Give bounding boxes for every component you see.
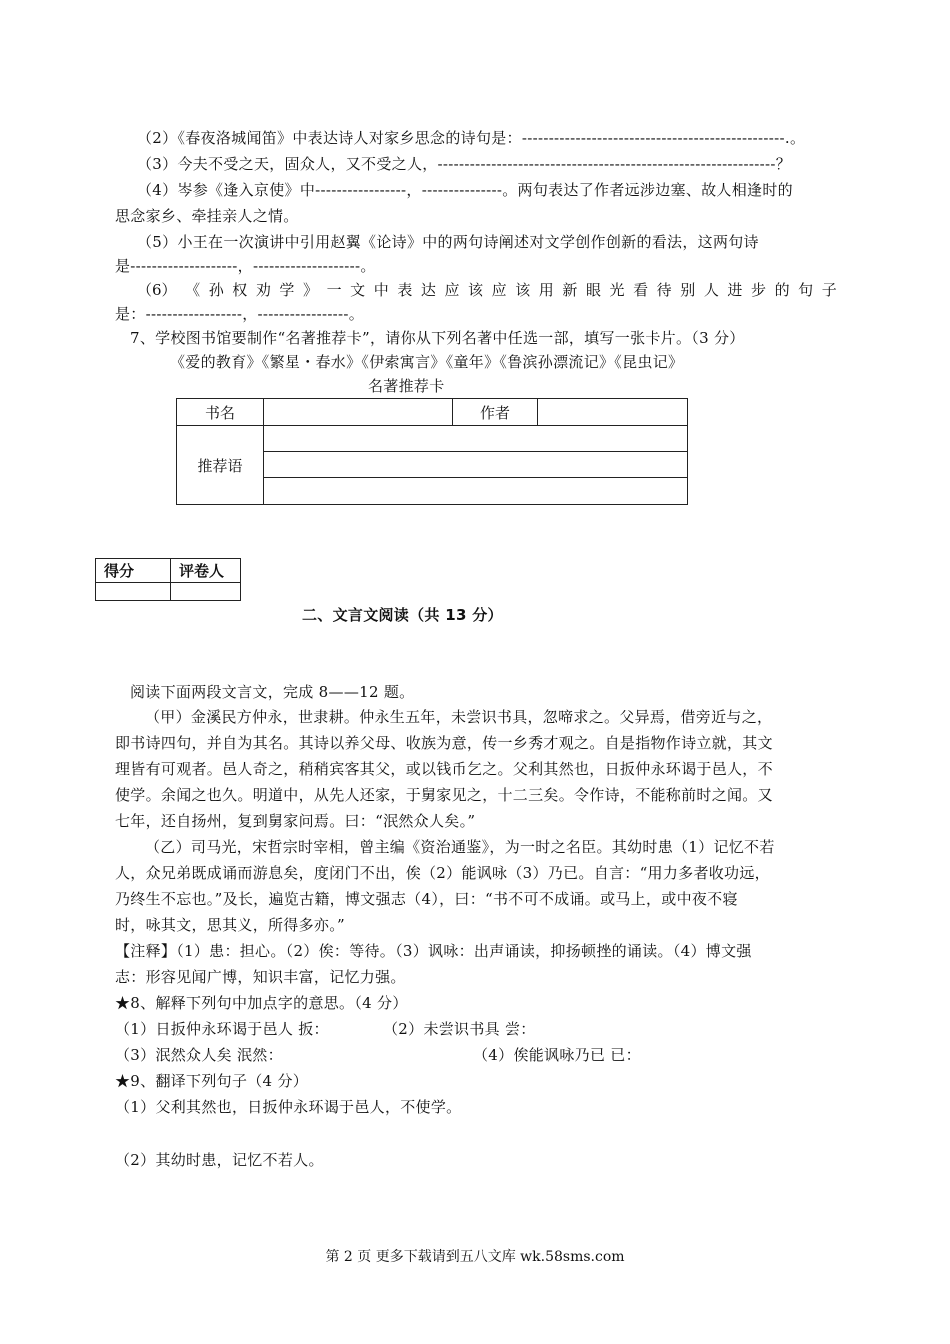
q6-item-6-line2: 是：------------------，-----------------。	[115, 305, 365, 323]
author-label: 作者	[453, 399, 538, 426]
q6-item-5-line2: 是--------------------，--------------------。	[115, 257, 376, 275]
passage-jia-line-4: 使学。余闻之也久。明道中，从先人还家，于舅家见之，十二三矣。令作诗，不能称前时之闻。又	[115, 786, 773, 804]
recommend-line-1[interactable]	[264, 426, 688, 452]
recommend-label: 推荐语	[177, 426, 264, 505]
q6-item-5-line1: （5）小王在一次演讲中引用赵翼《论诗》中的两句诗阐述对文学创作创新的看法，这两句诗	[137, 233, 759, 251]
q6-item-4-line1: （4）岑参《逢入京使》中-----------------，---------------。两句表达了作者远涉边塞、故人相逢时的	[137, 181, 793, 199]
section-2-title: 二、文言文阅读（共 13 分）	[302, 606, 503, 624]
q7-prompt: 7、学校图书馆要制作“名著推荐卡”，请你从下列名著中任选一部，填写一张卡片。（3 分）	[130, 329, 745, 347]
q8-item-3: （3）泯然众人矣 泯然：	[115, 1046, 283, 1064]
notes-line-1: 【注释】（1）患：担心。（2）俟：等待。（3）讽咏：出声诵读，抑扬顿挫的诵读。（4）博文强	[115, 942, 752, 960]
section-2-intro: 阅读下面两段文言文，完成 8——12 题。	[130, 683, 415, 701]
passage-yi-line-3: 乃终生不忘也。”及长，遍览古籍，博文强志（4），曰：“书不可不成诵。或马上，或中夜不寝	[115, 890, 738, 908]
q7-book-list: 《爱的教育》《繁星・春水》《伊索寓言》《童年》《鲁滨孙漂流记》《昆虫记》	[170, 353, 684, 371]
q6-item-4-line2: 思念家乡、牵挂亲人之情。	[115, 207, 299, 225]
passage-jia-line-3: 理皆有可观者。邑人奇之，稍稍宾客其父，或以钱币乞之。父利其然也，日扳仲永环谒于邑人，不	[115, 760, 773, 778]
q6-item-2: （2）《春夜洛城闻笛》中表达诗人对家乡思念的诗句是：-------------------------------------------------.。	[137, 129, 806, 147]
card-title: 名著推荐卡	[368, 377, 445, 395]
q9-item-2: （2）其幼时患，记忆不若人。	[115, 1151, 324, 1169]
recommend-card-table	[176, 398, 688, 505]
passage-yi-line-1: （乙）司马光，宋哲宗时宰相，曾主编《资治通鉴》，为一时之名臣。其幼时患（1）记忆不若	[145, 838, 775, 856]
notes-line-2: 志：形容见闻广博，知识丰富，记忆力强。	[115, 968, 406, 986]
passage-jia-line-1: （甲）金溪民方仲永，世隶耕。仲永生五年，未尝识书具，忽啼求之。父异焉，借旁近与之，	[145, 708, 773, 726]
grader-label: 评卷人	[171, 559, 241, 583]
passage-yi-line-2: 人，众兄弟既成诵而游息矣，度闭门不出，俟（2）能讽咏（3）乃已。自言：“用力多者收功远，	[115, 864, 770, 882]
q9-prompt: ★9、翻译下列句子（4 分）	[115, 1072, 309, 1090]
passage-yi-line-4: 时，咏其文，思其义，所得多亦。”	[115, 916, 345, 934]
q8-item-2: （2）未尝识书具 尝：	[383, 1020, 536, 1038]
author-field[interactable]	[538, 399, 688, 426]
score-field[interactable]	[96, 583, 171, 601]
grader-field[interactable]	[171, 583, 241, 601]
page-footer: 第 2 页 更多下载请到五八文库 wk.58sms.com	[325, 1249, 625, 1265]
book-name-label: 书名	[177, 399, 264, 426]
q9-item-1: （1）父利其然也，日扳仲永环谒于邑人，不使学。	[115, 1098, 462, 1116]
q8-item-4: （4）俟能讽咏乃已 已：	[473, 1046, 641, 1064]
recommend-line-3[interactable]	[264, 478, 688, 505]
recommend-line-2[interactable]	[264, 452, 688, 478]
book-name-field[interactable]	[264, 399, 453, 426]
q8-item-1: （1）日扳仲永环谒于邑人 扳：	[115, 1020, 329, 1038]
passage-jia-line-5: 七年，还自扬州，复到舅家问焉。曰：“泯然众人矣。”	[115, 812, 476, 830]
passage-jia-line-2: 即书诗四句，并自为其名。其诗以养父母、收族为意，传一乡秀才观之。自是指物作诗立就，其文	[115, 734, 773, 752]
q6-item-3: （3）今夫不受之天，固众人，又不受之人，---------------------------------------------------------------？	[137, 155, 792, 173]
score-box	[95, 558, 241, 601]
q8-prompt: ★8、解释下列句中加点字的意思。（4 分）	[115, 994, 408, 1012]
q6-item-6-line1: （6） 《 孙 权 劝 学 》 一 文 中 表 达 应 该 应 该 用 新 眼 光 看 待 别 人 进 步 的 句 子	[137, 281, 837, 299]
score-label: 得分	[96, 559, 171, 583]
